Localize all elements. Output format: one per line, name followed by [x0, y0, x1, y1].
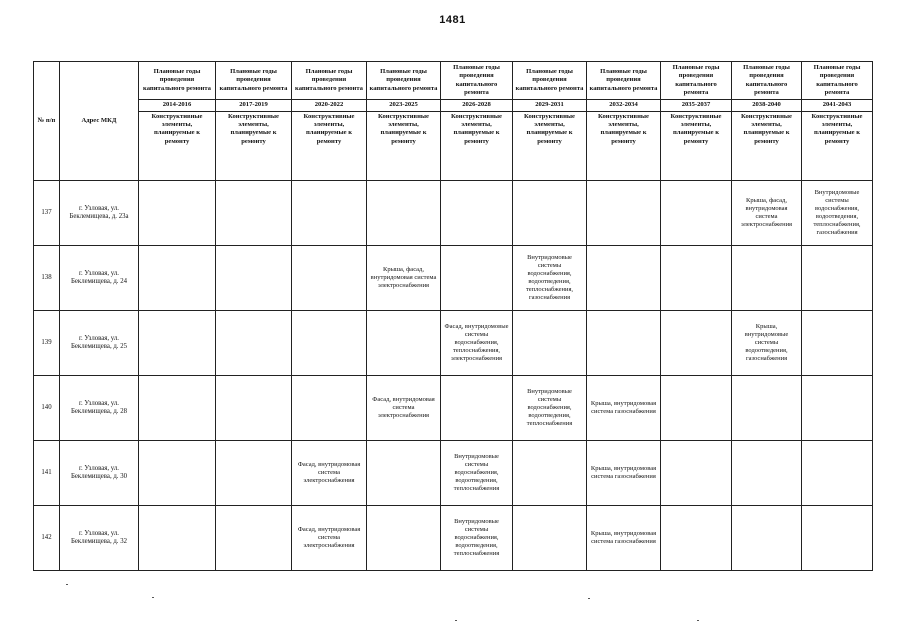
repair-cell: [292, 246, 367, 311]
year-range: 2023-2025: [367, 100, 441, 112]
repair-cell: [216, 311, 292, 376]
period-header: Плановые годы проведения капитального ремонта: [802, 62, 873, 100]
row-address: г. Узловая, ул. Беклемищева, д. 32: [60, 506, 139, 571]
repair-cell: [661, 441, 732, 506]
period-header: Плановые годы проведения капитального ремонта: [441, 62, 513, 100]
period-header: Плановые годы проведения капитального ремонта: [367, 62, 441, 100]
page-number: 1481: [439, 14, 466, 26]
period-header: Плановые годы проведения капитального ремонта: [661, 62, 732, 100]
repair-cell: [367, 311, 441, 376]
repair-cell: [661, 181, 732, 246]
period-header: Плановые годы проведения капитального ремонта: [139, 62, 216, 100]
elements-header: Конструктивные элементы, планируемые к ремонту: [661, 112, 732, 181]
repair-cell: [732, 441, 802, 506]
repair-cell: [661, 246, 732, 311]
row-address: г. Узловая, ул. Беклемищева, д. 24: [60, 246, 139, 311]
repair-cell: [587, 246, 661, 311]
scan-speck: [455, 620, 457, 621]
repair-cell: [802, 506, 873, 571]
elements-header: Конструктивные элементы, планируемые к ремонту: [513, 112, 587, 181]
period-header: Плановые годы проведения капитального ремонта: [216, 62, 292, 100]
row-address: г. Узловая, ул. Беклемищева, д. 23а: [60, 181, 139, 246]
row-number: 139: [34, 311, 60, 376]
repair-cell: [732, 376, 802, 441]
repair-cell: Фасад, внутридомовая система электроснабжения: [292, 506, 367, 571]
scan-speck: [697, 620, 699, 621]
elements-header: Конструктивные элементы, планируемые к ремонту: [441, 112, 513, 181]
elements-header: Конструктивные элементы, планируемые к ремонту: [587, 112, 661, 181]
repair-cell: [587, 181, 661, 246]
repair-cell: Внутридомовые системы водоснабжения, водоотведения, теплоснабжения: [513, 376, 587, 441]
table-row: [34, 311, 873, 376]
repair-cell: Крыша, фасад, внутридомовая система электроснабжения: [732, 181, 802, 246]
repair-cell: [139, 376, 216, 441]
repair-cell: [139, 246, 216, 311]
table-row: [34, 246, 873, 311]
row-number: 140: [34, 376, 60, 441]
row-address: г. Узловая, ул. Беклемищева, д. 25: [60, 311, 139, 376]
table-row: [34, 181, 873, 246]
table-row: [34, 506, 873, 571]
year-range: 2041-2043: [802, 100, 873, 112]
repair-cell: [732, 506, 802, 571]
repair-cell: [513, 506, 587, 571]
repair-cell: [292, 311, 367, 376]
repair-cell: [661, 506, 732, 571]
header-row-years: [34, 100, 873, 112]
row-address: г. Узловая, ул. Беклемищева, д. 30: [60, 441, 139, 506]
repair-cell: [139, 441, 216, 506]
repair-cell: Крыша, фасад, внутридомовая система электроснабжения: [367, 246, 441, 311]
repair-cell: [139, 181, 216, 246]
row-number: 142: [34, 506, 60, 571]
repair-cell: [661, 311, 732, 376]
elements-header: Конструктивные элементы, планируемые к ремонту: [367, 112, 441, 181]
row-number: 138: [34, 246, 60, 311]
repair-cell: Крыша, внутридомовая система газоснабжения: [587, 506, 661, 571]
repair-cell: [441, 181, 513, 246]
repair-cell: [139, 311, 216, 376]
repair-cell: [802, 441, 873, 506]
repair-cell: Фасад, внутридомовая система электроснабжения: [292, 441, 367, 506]
repair-cell: [367, 506, 441, 571]
repair-cell: [367, 181, 441, 246]
repair-cell: [292, 181, 367, 246]
col-num-header: № п/п: [34, 62, 60, 181]
scan-speck: [152, 597, 154, 598]
year-range: 2014-2016: [139, 100, 216, 112]
repair-cell: [661, 376, 732, 441]
repair-cell: Внутридомовые системы водоснабжения, водоотведения, теплоснабжения: [441, 506, 513, 571]
repair-cell: [732, 246, 802, 311]
scan-speck: [588, 598, 590, 599]
col-address-header: Адрес МКД: [60, 62, 139, 181]
header-row-period: [34, 62, 873, 100]
row-address: г. Узловая, ул. Беклемищева, д. 28: [60, 376, 139, 441]
repair-cell: [139, 506, 216, 571]
period-header: Плановые годы проведения капитального ремонта: [732, 62, 802, 100]
year-range: 2026-2028: [441, 100, 513, 112]
year-range: 2020-2022: [292, 100, 367, 112]
year-range: 2017-2019: [216, 100, 292, 112]
repair-cell: [216, 441, 292, 506]
repair-cell: [441, 246, 513, 311]
capital-repair-table: [33, 61, 873, 571]
repair-cell: [513, 441, 587, 506]
repair-cell: Внутридомовые системы водоснабжения, водоотведения, теплоснабжения, газоснабжения: [513, 246, 587, 311]
elements-header: Конструктивные элементы, планируемые к ремонту: [802, 112, 873, 181]
year-range: 2035-2037: [661, 100, 732, 112]
repair-cell: Фасад, внутридомовая система электроснабжения: [367, 376, 441, 441]
row-number: 137: [34, 181, 60, 246]
period-header: Плановые годы проведения капитального ремонта: [513, 62, 587, 100]
year-range: 2038-2040: [732, 100, 802, 112]
table-row: [34, 376, 873, 441]
repair-cell: [216, 181, 292, 246]
table-row: [34, 441, 873, 506]
repair-cell: [441, 376, 513, 441]
repair-cell: Крыша, внутридомовая система газоснабжения: [587, 441, 661, 506]
elements-header: Конструктивные элементы, планируемые к ремонту: [216, 112, 292, 181]
elements-header: Конструктивные элементы, планируемые к ремонту: [292, 112, 367, 181]
repair-cell: [216, 376, 292, 441]
repair-cell: [587, 311, 661, 376]
repair-cell: [802, 246, 873, 311]
row-number: 141: [34, 441, 60, 506]
elements-header: Конструктивные элементы, планируемые к ремонту: [139, 112, 216, 181]
repair-cell: [802, 376, 873, 441]
repair-cell: Фасад, внутридомовые системы водоснабжения, теплоснабжения, электроснабжения: [441, 311, 513, 376]
year-range: 2032-2034: [587, 100, 661, 112]
repair-cell: [513, 181, 587, 246]
period-header: Плановые годы проведения капитального ремонта: [292, 62, 367, 100]
repair-cell: Внутридомовые системы водоснабжения, водоотведения, теплоснабжения: [441, 441, 513, 506]
year-range: 2029-2031: [513, 100, 587, 112]
elements-header: Конструктивные элементы, планируемые к ремонту: [732, 112, 802, 181]
header-row-elements: [34, 112, 873, 181]
repair-cell: [513, 311, 587, 376]
repair-cell: [367, 441, 441, 506]
period-header: Плановые годы проведения капитального ремонта: [587, 62, 661, 100]
repair-cell: Внутридомовые системы водоснабжения, водоотведения, теплоснабжения, газоснабжения: [802, 181, 873, 246]
repair-cell: [292, 376, 367, 441]
repair-cell: Крыша, внутридомовые системы водоотведения, газоснабжения: [732, 311, 802, 376]
scan-speck: [66, 584, 68, 585]
repair-cell: Крыша, внутридомовая система газоснабжения: [587, 376, 661, 441]
repair-cell: [216, 246, 292, 311]
repair-cell: [802, 311, 873, 376]
repair-cell: [216, 506, 292, 571]
